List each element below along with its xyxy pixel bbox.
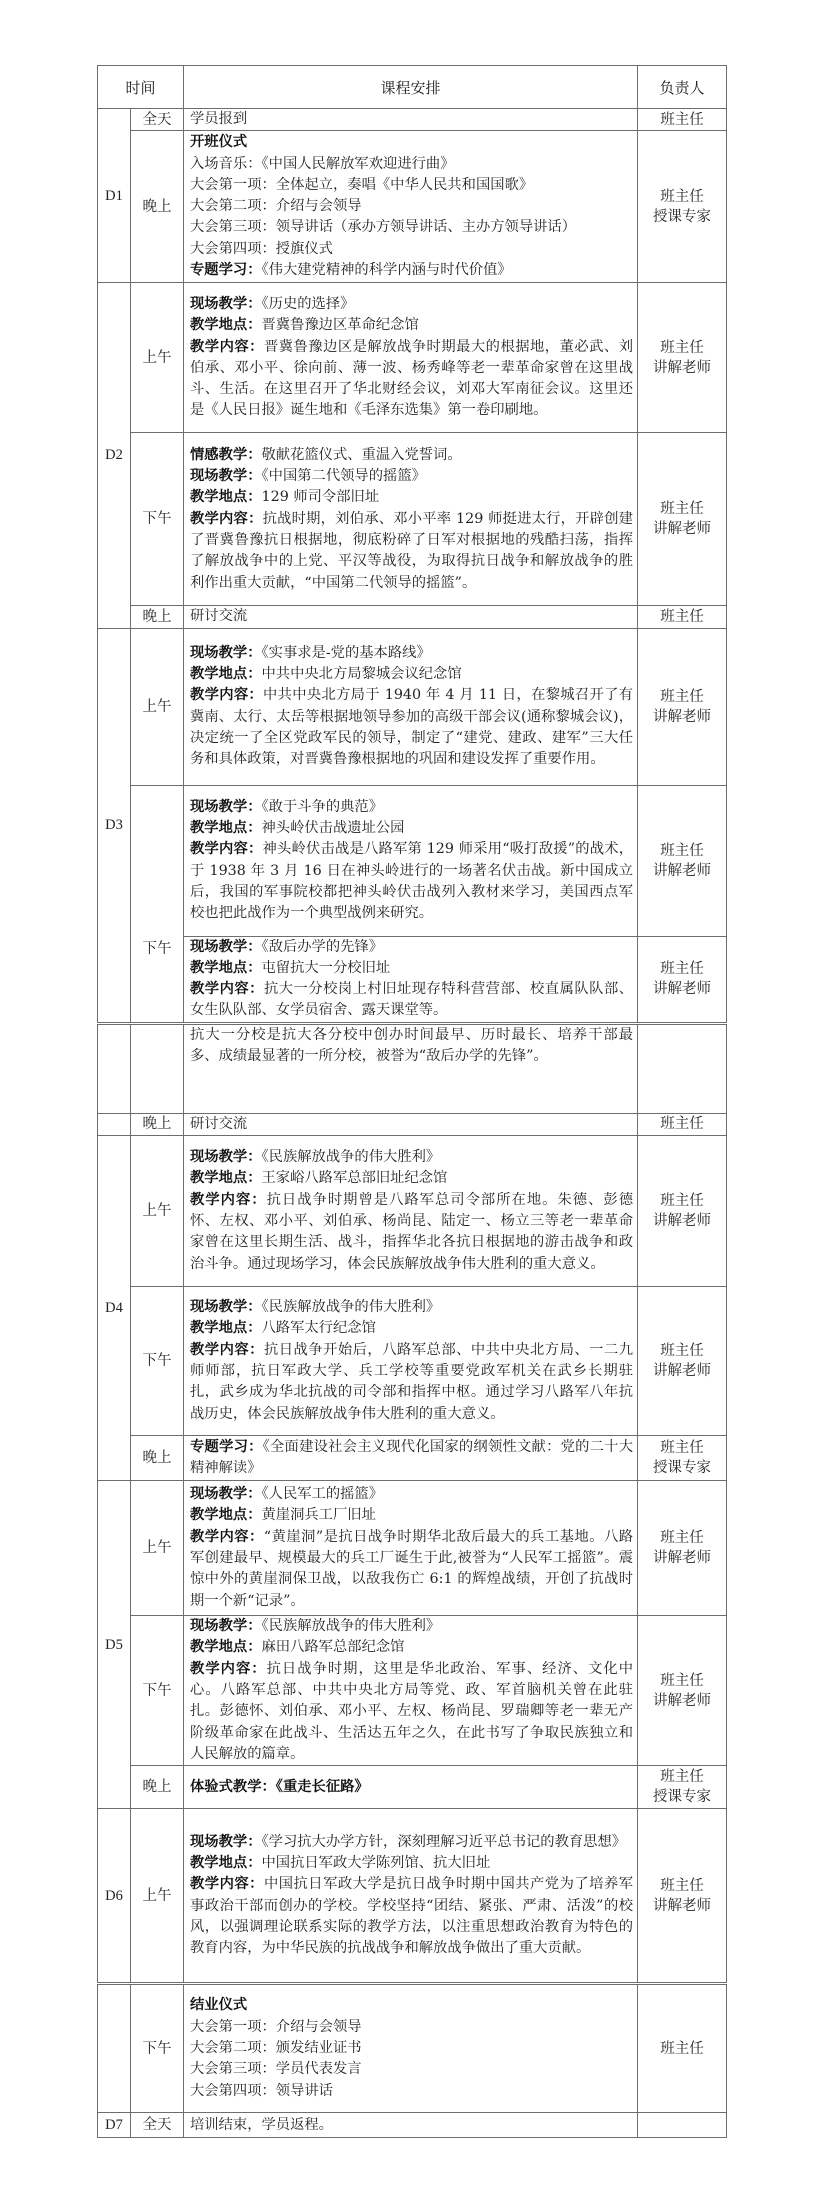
time-slot: 下午 — [131, 433, 184, 606]
table-row — [98, 283, 727, 433]
course-content: 结业仪式 大会第一项：介绍与会领导 大会第二项：颁发结业证书 大会第三项：学员代表发言 大会第四项：领导讲话 — [184, 1984, 638, 2113]
day-label: D3 — [98, 628, 131, 1023]
ceremony-title: 开班仪式 — [190, 134, 248, 151]
responsible: 班主任 — [638, 109, 727, 131]
course-content: 现场教学：《民族解放战争的伟大胜利》 教学地点：八路军太行纪念馆 教学内容：抗日战争开始后，八路军总部、中共中央北方局、一二九师师部，抗日军政大学、兵工学校等重要党政军机关在武乡长期驻扎，武乡成为华北抗战的司令部和指挥中枢。通过学习八路军八年抗战历史，体会民族解放战争伟大胜利的重大意义。 — [184, 1287, 638, 1436]
time-slot: 上午 — [131, 1481, 184, 1616]
course-content: 现场教学：《敢于斗争的典范》 教学地点：神头岭伏击战遗址公园 教学内容：神头岭伏击战是八路军第 129 师采用“吸打敌援”的战术，于 1938 年 3 月 16 日在神头岭进行的一场著名伏击战。新中国成立后，我国的军事院校都把神头岭伏击战列入教材来学习，美国西点军校也把此战作为一个典型战例来研究。 — [184, 785, 638, 936]
time-slot: 下午 — [131, 785, 184, 1023]
table-row — [98, 606, 727, 628]
table-row — [98, 1766, 727, 1809]
responsible: 班主任 授课专家 — [638, 1436, 727, 1481]
course-content: 现场教学：《历史的选择》 教学地点：晋冀鲁豫边区革命纪念馆 教学内容：晋冀鲁豫边区是解放战争时期最大的根据地，董必武、刘伯承、邓小平、徐向前、薄一波、杨秀峰等老一辈革命家曾在这里战斗、生活。在这里召开了华北财经会议，刘邓大军南征会议。这里还是《人民日报》诞生地和《毛泽东选集》第一卷印刷地。 — [184, 283, 638, 433]
course-content: 现场教学：《学习抗大办学方针，深刻理解习近平总书记的教育思想》 教学地点：中国抗日军政大学陈列馆、抗大旧址 教学内容：中国抗日军政大学是抗日战争时期中国共产党为了培养军事政治干部而创办的学校。学校坚持“团结、紧张、严肃、活泼”的校风，以强调理论联系实际的教学方法，以注重思想政治教育为特色的教育内容，为中华民族的抗战战争和解放战争做出了重大贡献。 — [184, 1809, 638, 1984]
ceremony-title: 结业仪式 — [190, 1997, 248, 2014]
schedule-table — [97, 65, 727, 2138]
time-slot: 晚上 — [131, 1436, 184, 1481]
course-content: 专题学习：《全面建设社会主义现代化国家的纲领性文献：党的二十大精神解读》 — [184, 1436, 638, 1481]
day-label: D6 — [98, 1809, 131, 1984]
table-row — [98, 1984, 727, 2113]
table-row — [98, 1113, 727, 1135]
table-row — [98, 1436, 727, 1481]
course-content: 培训结束，学员返程。 — [184, 2113, 638, 2138]
responsible: 班主任 — [638, 1113, 727, 1135]
responsible: 班主任 讲解老师 — [638, 433, 727, 606]
responsible: 班主任 讲解老师 — [638, 1287, 727, 1436]
table-row — [98, 1809, 727, 1984]
day-label: D1 — [98, 109, 131, 283]
table-row — [98, 1287, 727, 1436]
responsible: 班主任 讲解老师 — [638, 1481, 727, 1616]
day-label: D4 — [98, 1136, 131, 1481]
responsible: 班主任 讲解老师 — [638, 628, 727, 785]
time-slot: 上午 — [131, 1809, 184, 1984]
time-slot: 上午 — [131, 628, 184, 785]
table-row — [98, 1616, 727, 1766]
time-slot: 晚上 — [131, 1113, 184, 1135]
course-content: 研讨交流 — [184, 606, 638, 628]
course-content: 抗大一分校是抗大各分校中创办时间最早、历时最长、培养干部最多、成绩最显著的一所分校，被誉为“敌后办学的先锋”。 — [184, 1023, 638, 1113]
time-slot: 上午 — [131, 1136, 184, 1287]
header-responsible: 负责人 — [638, 66, 727, 109]
course-content: 现场教学：《民族解放战争的伟大胜利》 教学地点：麻田八路军总部纪念馆 教学内容：抗日战争时期，这里是华北政治、军事、经济、文化中心。八路军总部、中共中央北方局等党、政、军首脑机关曾在此驻扎。彭德怀、刘伯承、邓小平、左权、杨尚昆、罗瑞卿等老一辈无产阶级革命家在此战斗、生活达五年之久，在此书写了争取民族独立和人民解放的篇章。 — [184, 1616, 638, 1766]
course-content: 情感教学：敬献花篮仪式、重温入党誓词。 现场教学：《中国第二代领导的摇篮》 教学地点：129 师司令部旧址 教学内容：抗战时期，刘伯承、邓小平率 129 师挺进太行，开辟创建了晋冀鲁豫抗日根据地，彻底粉碎了日军对根据地的残酷扫荡，指挥了解放战争中的上党、平汉等战役，为取得抗日战争和解放战争的胜利作出重大贡献，“中国第二代领导的摇篮”。 — [184, 433, 638, 606]
table-row — [98, 785, 727, 936]
table-row — [98, 1023, 727, 1113]
time-slot: 下午 — [131, 1984, 184, 2113]
course-content: 现场教学：《民族解放战争的伟大胜利》 教学地点：王家峪八路军总部旧址纪念馆 教学内容：抗日战争时期曾是八路军总司令部所在地。朱德、彭德怀、左权、邓小平、刘伯承、杨尚昆、陆定一、杨立三等老一辈革命家曾在这里长期生活、战斗，指挥华北各抗日根据地的游击战争和政治斗争。通过现场学习，体会民族解放战争伟大胜利的重大意义。 — [184, 1136, 638, 1287]
time-slot: 全天 — [131, 2113, 184, 2138]
table-row — [98, 628, 727, 785]
schedule-document — [97, 65, 726, 2138]
table-row — [98, 131, 727, 283]
day-label-empty — [98, 1113, 131, 1135]
time-slot: 晚上 — [131, 1766, 184, 1809]
responsible: 班主任 — [638, 1984, 727, 2113]
responsible: 班主任 授课专家 — [638, 1766, 727, 1809]
course-content: 现场教学：《人民军工的摇篮》 教学地点：黄崖洞兵工厂旧址 教学内容：“黄崖洞”是抗日战争时期华北敌后最大的兵工基地。八路军创建最早、规模最大的兵工厂诞生于此,被誉为“人民军工摇篮”。震惊中外的黄崖洞保卫战，以敌我伤亡 6:1 的辉煌战绩，开创了抗战时期一个新“记录”。 — [184, 1481, 638, 1616]
table-header-row — [98, 66, 727, 109]
responsible: 班主任 讲解老师 — [638, 283, 727, 433]
table-row — [98, 2113, 727, 2138]
time-slot: 下午 — [131, 1616, 184, 1766]
course-content: 学员报到 — [184, 109, 638, 131]
responsible: 班主任 讲解老师 — [638, 785, 727, 936]
header-time: 时间 — [98, 66, 184, 109]
table-row — [98, 936, 727, 1023]
course-content: 现场教学：《实事求是-党的基本路线》 教学地点：中共中央北方局黎城会议纪念馆 教学内容：中共中央北方局于 1940 年 4 月 11 日，在黎城召开了有冀南、太行、太岳等根据地领导参加的高级干部会议(通称黎城会议)，决定统一了全区党政军民的领导，制定了“建党、建政、建军”三大任务和具体政策，对晋冀鲁豫根据地的巩固和建设发挥了重要作用。 — [184, 628, 638, 785]
time-slot: 下午 — [131, 1287, 184, 1436]
course-content: 研讨交流 — [184, 1113, 638, 1135]
day-label: D2 — [98, 283, 131, 628]
time-slot: 晚上 — [131, 606, 184, 628]
responsible: 班主任 讲解老师 — [638, 1809, 727, 1984]
responsible: 班主任 授课专家 — [638, 131, 727, 283]
responsible-empty — [638, 2113, 727, 2138]
table-row — [98, 1481, 727, 1616]
table-row — [98, 1136, 727, 1287]
course-content: 体验式教学：《重走长征路》 — [184, 1766, 638, 1809]
day-label-empty — [98, 1023, 131, 1113]
time-slot-empty — [131, 1023, 184, 1113]
responsible: 班主任 讲解老师 — [638, 1136, 727, 1287]
day-label-empty — [98, 1984, 131, 2113]
time-slot: 晚上 — [131, 131, 184, 283]
header-schedule: 课程安排 — [184, 66, 638, 109]
responsible-empty — [638, 1023, 727, 1113]
responsible: 班主任 讲解老师 — [638, 1616, 727, 1766]
day-label: D5 — [98, 1481, 131, 1809]
time-slot: 全天 — [131, 109, 184, 131]
table-row — [98, 109, 727, 131]
course-content: 开班仪式 入场音乐：《中国人民解放军欢迎进行曲》 大会第一项：全体起立，奏唱《中华人民共和国国歌》 大会第二项：介绍与会领导 大会第三项：领导讲话（承办方领导讲话、主办方领导讲话） 大会第四项：授旗仪式 专题学习：《伟大建党精神的科学内涵与时代价值》 — [184, 131, 638, 283]
table-row — [98, 433, 727, 606]
day-label: D7 — [98, 2113, 131, 2138]
responsible: 班主任 — [638, 606, 727, 628]
time-slot: 上午 — [131, 283, 184, 433]
responsible: 班主任 讲解老师 — [638, 936, 727, 1023]
course-content: 现场教学：《敌后办学的先锋》 教学地点：屯留抗大一分校旧址 教学内容：抗大一分校岗上村旧址现存特科营营部、校直属队队部、女生队队部、女学员宿舍、露天课堂等。 — [184, 936, 638, 1023]
